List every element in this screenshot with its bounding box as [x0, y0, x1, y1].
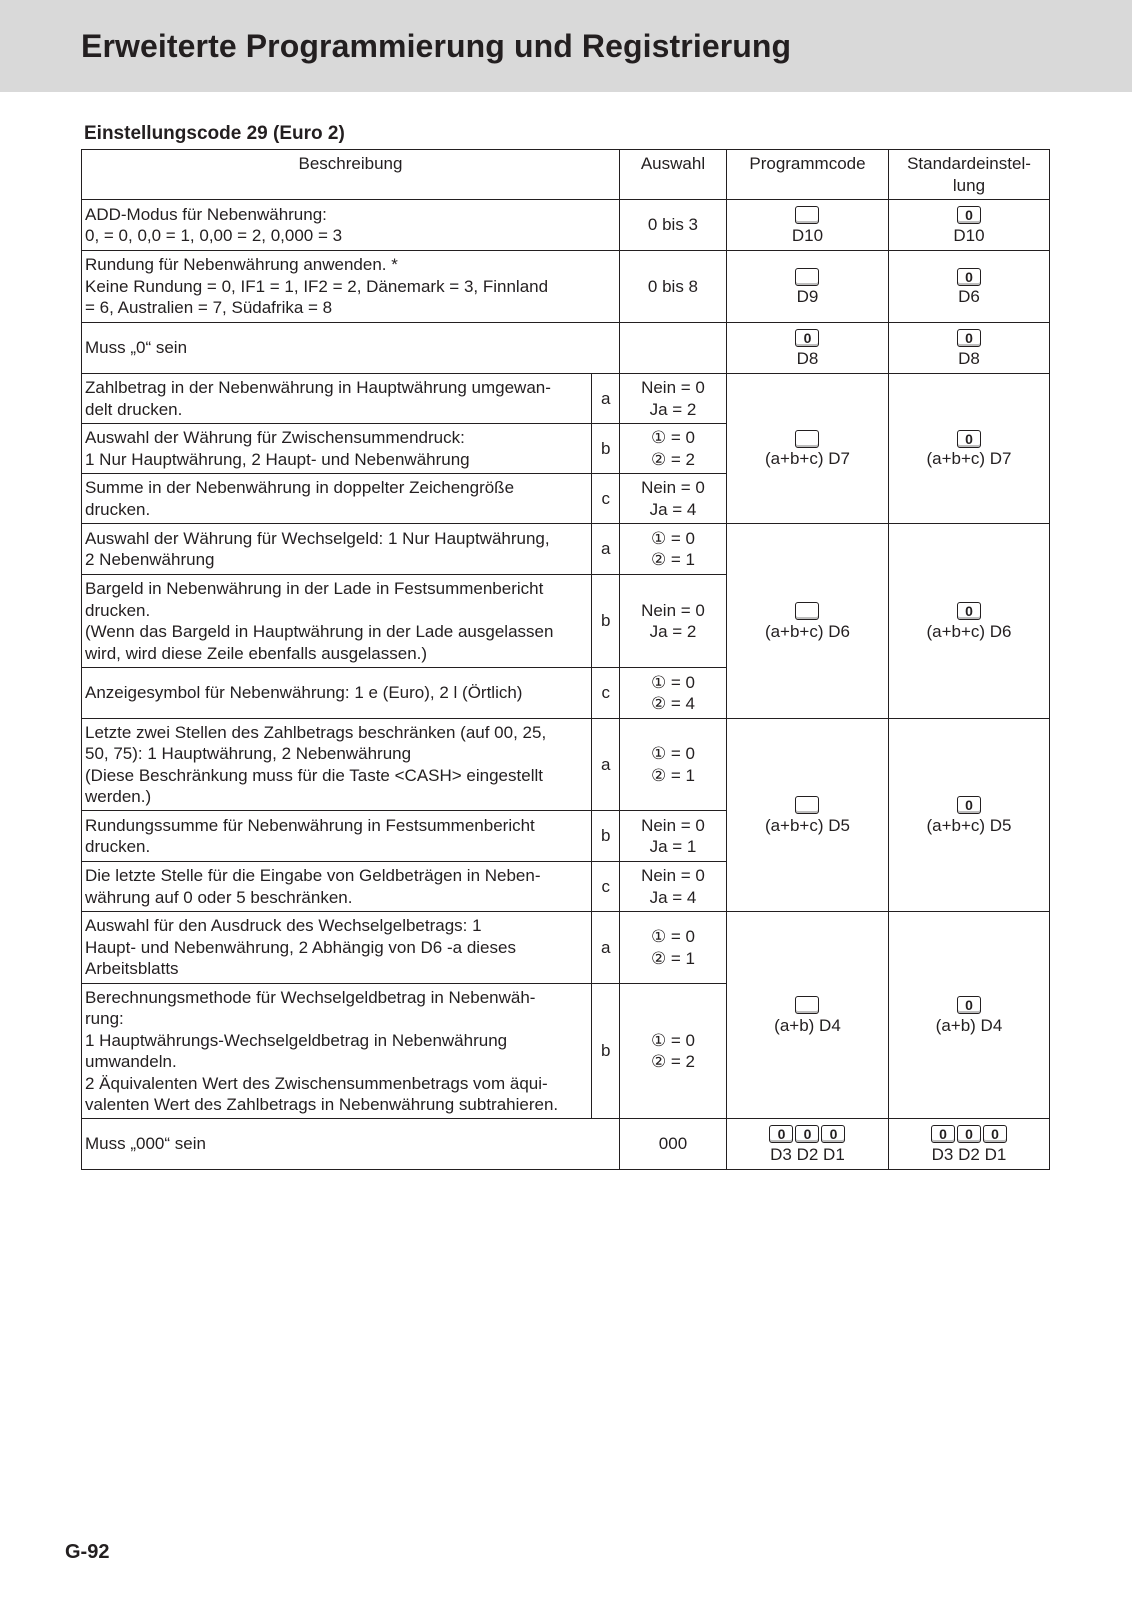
header-default-line1: Standardeinstel- [907, 154, 1031, 173]
sel-line: Ja = 1 [649, 837, 697, 856]
digit-label: D8 [796, 348, 819, 368]
zero-key-box: 0 [769, 1125, 793, 1143]
desc-line: Zahlbetrag in der Nebenwährung in Hauptwährung umgewan- [85, 378, 551, 397]
sel-line: Nein = 0 [641, 866, 705, 885]
desc-line: Berechnungsmethode für Wechselgeldbetrag in Nebenwäh- [85, 987, 536, 1007]
must-0-default [888, 323, 1049, 374]
sel-line: ② = 1 [650, 765, 696, 785]
digit-label: D10 [791, 225, 824, 245]
d7-c-selection [619, 474, 726, 524]
must-000-description: Muss „000“ sein [82, 1119, 620, 1170]
sel-line: Ja = 4 [649, 887, 697, 907]
digit-label: (a+b+c) D7 [764, 449, 850, 469]
must-000-default [888, 1119, 1049, 1170]
desc-line: ADD-Modus für Nebenwährung: [85, 204, 327, 224]
zero-key-box: 0 [821, 1125, 845, 1143]
desc-line: = 6, Australien = 7, Südafrika = 8 [85, 298, 333, 318]
page-number: G-92 [65, 1541, 110, 1563]
sel-line: ② = 1 [650, 948, 696, 968]
add-mode-selection: 0 bis 3 [619, 200, 726, 251]
desc-line: Auswahl für den Ausdruck des Wechselgelbetrags: 1 [85, 916, 482, 936]
d7-c-description [82, 474, 592, 524]
table-row-d6-a [82, 524, 1050, 575]
digit-label: (a+b+c) D5 [926, 815, 1012, 835]
d5-b-letter: b [592, 811, 620, 862]
d7-b-letter: b [592, 424, 620, 474]
d7-c-letter: c [592, 474, 620, 524]
sel-line: ② = 2 [650, 1052, 696, 1071]
desc-line: Anzeigesymbol für Nebenwährung: 1 e (Euro), 2 l (Örtlich) [85, 683, 523, 703]
desc-line: (Wenn das Bargeld in Hauptwährung in der Lade ausgelassen [85, 622, 554, 641]
empty-key-box [795, 996, 819, 1014]
sel-line: Nein = 0 [641, 478, 705, 497]
d7-b-description [82, 424, 592, 474]
desc-line: 50, 75): 1 Hauptwährung, 2 Nebenwährung [85, 744, 412, 763]
d5-b-description [82, 811, 592, 862]
sel-line: ① = 0 [650, 528, 696, 548]
desc-line: Rundung für Nebenwährung anwenden. * [85, 255, 398, 275]
header-program-code: Programmcode [726, 150, 888, 200]
zero-key-box: 0 [957, 796, 981, 814]
zero-key-box: 0 [795, 1125, 819, 1143]
d4-a-selection [619, 912, 726, 984]
desc-line: valenten Wert des Zahlbetrags in Nebenwährung subtrahieren. [85, 1095, 559, 1114]
d5-b-selection [619, 811, 726, 862]
digit-label: D3 D2 D1 [770, 1144, 845, 1164]
rounding-program-code [726, 251, 888, 323]
table-row-add-mode [82, 200, 1050, 251]
digit-label: D8 [958, 348, 980, 368]
must-0-description: Muss „0“ sein [82, 323, 620, 374]
empty-key-box [795, 268, 819, 286]
desc-line: Summe in der Nebenwährung in doppelter Zeichengröße [85, 478, 515, 497]
desc-line: drucken. [85, 837, 151, 856]
desc-line: drucken. [85, 499, 151, 519]
digit-label: (a+b+c) D6 [926, 621, 1012, 641]
table-header-row [82, 150, 1050, 200]
desc-line: Keine Rundung = 0, IF1 = 1, IF2 = 2, Dänemark = 3, Finnland [85, 276, 549, 296]
d4-default [888, 912, 1049, 1119]
sel-line: ① = 0 [650, 1030, 696, 1050]
sel-line: ① = 0 [650, 672, 696, 692]
table-row-d4-a [82, 912, 1050, 984]
rounding-default [888, 251, 1049, 323]
table-row-d7-a [82, 374, 1050, 424]
add-mode-description [82, 200, 620, 251]
page-title: Erweiterte Programmierung und Registrierung [81, 28, 792, 64]
sel-line: Nein = 0 [641, 378, 705, 397]
sel-line: Ja = 2 [649, 399, 697, 419]
d4-b-letter: b [592, 984, 620, 1119]
d6-c-letter: c [592, 668, 620, 719]
desc-line: 1 Hauptwährungs-Wechselgeldbetrag in Nebenwährung [85, 1030, 508, 1050]
rounding-description [82, 251, 620, 323]
zero-key-box: 0 [957, 268, 981, 286]
desc-line: währung auf 0 oder 5 beschränken. [85, 887, 353, 907]
sel-line: Nein = 0 [641, 815, 705, 835]
empty-key-box [795, 206, 819, 224]
d7-default [888, 374, 1049, 524]
d4-b-description [82, 984, 592, 1119]
settings-table [81, 149, 1050, 1170]
desc-line: Bargeld in Nebenwährung in der Lade in Festsummenbericht [85, 579, 544, 598]
desc-line: delt drucken. [85, 399, 183, 419]
sel-line: ① = 0 [650, 927, 696, 946]
digit-label: (a+b) D4 [935, 1015, 1003, 1035]
desc-line: 2 Äquivalenten Wert des Zwischensummenbetrags vom äqui- [85, 1073, 548, 1093]
d5-c-letter: c [592, 862, 620, 912]
sel-line: ② = 2 [650, 449, 696, 469]
desc-line: 1 Nur Hauptwährung, 2 Haupt- und Nebenwährung [85, 449, 470, 469]
d5-program-code [726, 719, 888, 912]
d5-c-description [82, 862, 592, 912]
empty-key-box [795, 602, 819, 620]
zero-key-box: 0 [795, 329, 819, 347]
add-mode-default [888, 200, 1049, 251]
digit-label: D9 [796, 287, 819, 307]
zero-key-box: 0 [957, 206, 981, 224]
desc-line: Letzte zwei Stellen des Zahlbetrags beschränken (auf 00, 25, [85, 722, 547, 742]
empty-key-box [795, 430, 819, 448]
desc-line: rung: [85, 1009, 124, 1028]
digit-label: (a+b+c) D7 [926, 449, 1012, 469]
desc-line: werden.) [85, 787, 152, 806]
digit-label: (a+b+c) D5 [764, 815, 850, 835]
rounding-selection: 0 bis 8 [619, 251, 726, 323]
d7-a-description [82, 374, 592, 424]
d6-b-selection [619, 575, 726, 668]
sel-line: ② = 1 [650, 550, 696, 569]
d4-a-description [82, 912, 592, 984]
d4-b-selection [619, 984, 726, 1119]
desc-line: 0, = 0, 0,0 = 1, 0,00 = 2, 0,000 = 3 [85, 226, 343, 245]
table-row-must-0 [82, 323, 1050, 374]
sel-line: ① = 0 [650, 428, 696, 447]
d7-a-selection [619, 374, 726, 424]
desc-line: Arbeitsblatts [85, 959, 179, 979]
desc-line: Auswahl der Währung für Zwischensummendruck: [85, 428, 465, 447]
zero-key-box: 0 [957, 329, 981, 347]
digit-label: D3 D2 D1 [931, 1144, 1007, 1164]
d6-a-letter: a [592, 524, 620, 575]
d5-a-description [82, 719, 592, 811]
d6-b-description [82, 575, 592, 668]
table-row-d5-a [82, 719, 1050, 811]
add-mode-program-code [726, 200, 888, 251]
d6-c-description [82, 668, 592, 719]
sel-line: Ja = 2 [649, 622, 697, 641]
desc-line: Auswahl der Währung für Wechselgeld: 1 Nur Hauptwährung, [85, 528, 550, 548]
digit-label: D10 [953, 225, 985, 245]
d5-default [888, 719, 1049, 912]
d4-program-code [726, 912, 888, 1119]
d6-a-description [82, 524, 592, 575]
zero-key-box: 0 [931, 1125, 955, 1143]
d6-program-code [726, 524, 888, 719]
zero-key-box: 0 [983, 1125, 1007, 1143]
d7-b-selection [619, 424, 726, 474]
header-description: Beschreibung [82, 150, 620, 200]
zero-key-box: 0 [957, 430, 981, 448]
header-default-line2: lung [952, 175, 986, 195]
header-default [888, 150, 1049, 200]
d4-a-letter: a [592, 912, 620, 984]
d6-b-letter: b [592, 575, 620, 668]
desc-line: Rundungssumme für Nebenwährung in Festsummenbericht [85, 815, 535, 835]
d5-a-letter: a [592, 719, 620, 811]
must-0-selection [619, 323, 726, 374]
desc-line: drucken. [85, 600, 151, 620]
desc-line: Die letzte Stelle für die Eingabe von Geldbeträgen in Neben- [85, 866, 541, 885]
d7-a-letter: a [592, 374, 620, 424]
sel-line: Nein = 0 [641, 600, 705, 620]
header-selection: Auswahl [619, 150, 726, 200]
digit-label: (a+b+c) D6 [764, 621, 850, 641]
empty-key-box [795, 796, 819, 814]
must-000-selection: 000 [619, 1119, 726, 1170]
d5-a-selection [619, 719, 726, 811]
sel-line: ① = 0 [650, 744, 696, 763]
section-title: Einstellungscode 29 (Euro 2) [84, 123, 345, 144]
zero-key-box: 0 [957, 602, 981, 620]
table-row-rounding [82, 251, 1050, 323]
d6-c-selection [619, 668, 726, 719]
desc-line: umwandeln. [85, 1052, 177, 1071]
table-row-must-000 [82, 1119, 1050, 1170]
desc-line: (Diese Beschränkung muss für die Taste <CASH> eingestellt [85, 765, 543, 785]
desc-line: 2 Nebenwährung [85, 550, 215, 569]
digit-label: (a+b) D4 [774, 1015, 841, 1035]
d7-program-code [726, 374, 888, 524]
digit-label: D6 [958, 287, 980, 307]
must-000-program-code [726, 1119, 888, 1170]
d5-c-selection [619, 862, 726, 912]
sel-line: Ja = 4 [649, 499, 697, 519]
desc-line: wird, wird diese Zeile ebenfalls ausgelassen.) [85, 643, 428, 663]
must-0-program-code [726, 323, 888, 374]
zero-key-box: 0 [957, 996, 981, 1014]
zero-key-box: 0 [957, 1125, 981, 1143]
desc-line: Haupt- und Nebenwährung, 2 Abhängig von D6 -a dieses [85, 937, 516, 957]
d6-default [888, 524, 1049, 719]
sel-line: ② = 4 [650, 694, 696, 713]
d6-a-selection [619, 524, 726, 575]
